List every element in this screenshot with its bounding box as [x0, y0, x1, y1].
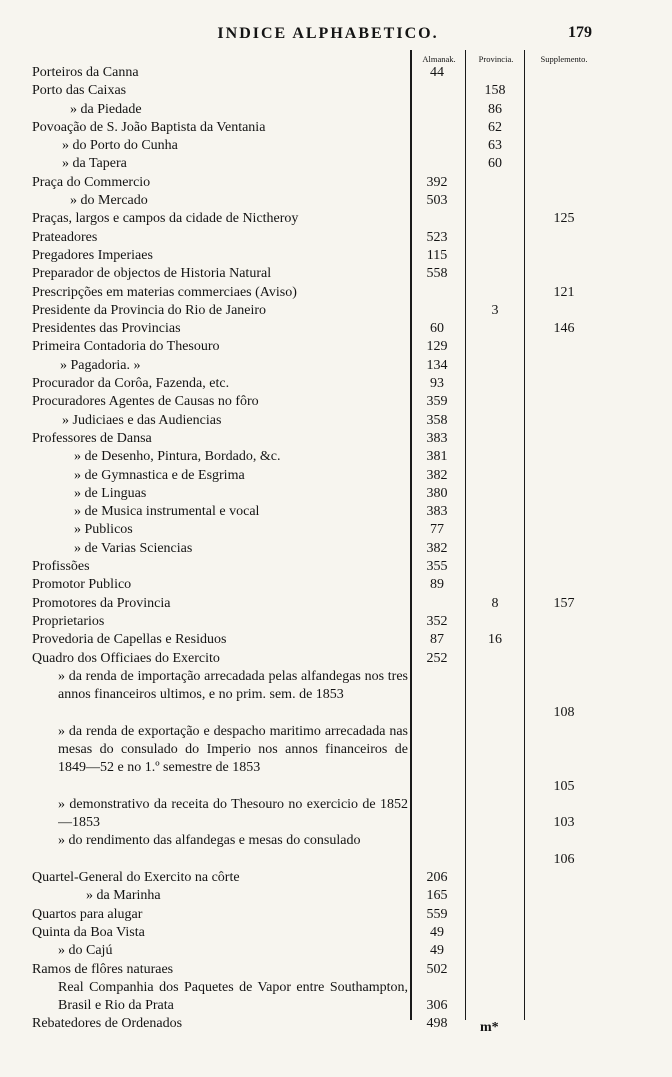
index-row — [0, 155, 672, 173]
page-ref-almanak: 165 — [426, 888, 448, 904]
column-header-supplemento: Supplemento. — [540, 54, 588, 64]
page-ref-provincia: 8 — [491, 595, 499, 611]
page-ref-almanak: 60 — [430, 321, 444, 337]
index-row — [0, 942, 672, 960]
entry-text: » do Cajú — [58, 943, 113, 959]
page-ref-almanak: 87 — [430, 632, 444, 648]
page-ref-provincia: 60 — [488, 156, 502, 172]
page-ref-almanak: 502 — [426, 961, 448, 977]
entry-text: » da Marinha — [86, 888, 161, 904]
column-header-almanak: Almanak. — [422, 54, 456, 64]
entry-text: » da renda de exportação e despacho maritimo arrecadada nas mesas do consulado do Imperio nos annos financeiros de 1849—52 e no 1.º semestre de 1853 — [58, 723, 408, 776]
index-row — [0, 338, 672, 356]
entry-text: Preparador de objectos de Historia Natural — [32, 266, 272, 282]
entry-text: » da Piedade — [70, 101, 142, 117]
page-ref-almanak: 358 — [426, 412, 448, 428]
entry-text: Povoação de S. João Baptista da Ventania — [32, 119, 266, 135]
index-row — [0, 540, 672, 558]
page-ref-supplemento: 105 — [553, 778, 575, 794]
page-ref-almanak: 392 — [426, 174, 448, 190]
index-row — [0, 375, 672, 393]
entry-text: Porto das Caixas — [32, 83, 127, 99]
index-row — [0, 979, 672, 1016]
entry-text: » de Linguas — [74, 485, 147, 501]
index-row — [0, 247, 672, 265]
page-ref-supplemento: 106 — [553, 851, 575, 867]
entry-text: Praça do Commercio — [32, 174, 151, 190]
entry-text: Presidentes das Provincias — [32, 321, 181, 337]
page-ref-almanak: 129 — [426, 339, 448, 355]
index-row — [0, 485, 672, 503]
entry-text: Quadro dos Officiaes do Exercito — [32, 650, 220, 666]
index-row — [0, 393, 672, 411]
page-ref-provincia: 158 — [484, 83, 506, 99]
entry-text: » de Gymnastica e de Esgrima — [74, 467, 245, 483]
page-ref-provincia: 86 — [488, 101, 502, 117]
entry-text: Proprietarios — [32, 613, 105, 629]
entry-text: Pregadores Imperiaes — [32, 247, 153, 263]
index-row — [0, 265, 672, 283]
entry-text: Prateadores — [32, 229, 98, 245]
signature-mark: m* — [480, 1020, 499, 1035]
entry-text: Porteiros da Canna — [32, 65, 139, 80]
index-row — [0, 521, 672, 539]
page-ref-almanak: 382 — [426, 540, 448, 556]
page-ref-supplemento: 157 — [553, 595, 575, 611]
entry-text: » do Porto do Cunha — [62, 138, 178, 154]
entry-text: Rebatedores de Ordenados — [32, 1016, 183, 1032]
index-row — [0, 595, 672, 613]
entry-text: Prescripções em materias commerciaes (Aviso) — [32, 284, 297, 300]
entry-text: Promotor Publico — [32, 577, 132, 593]
index-row — [0, 284, 672, 302]
page-ref-almanak: 383 — [426, 430, 448, 446]
page-ref-almanak: 558 — [426, 266, 448, 282]
index-row — [0, 631, 672, 649]
page-ref-almanak: 306 — [426, 998, 448, 1014]
page-ref-almanak: 383 — [426, 504, 448, 520]
entry-text: Quartos para alugar — [32, 906, 143, 922]
index-row — [0, 796, 672, 833]
index-row — [0, 723, 672, 796]
index-entries — [0, 64, 672, 1034]
index-row — [0, 558, 672, 576]
entry-text: Primeira Contadoria do Thesouro — [32, 339, 220, 355]
page-ref-almanak: 115 — [426, 247, 448, 263]
page-ref-almanak: 352 — [426, 613, 448, 629]
index-row — [0, 887, 672, 905]
entry-text: » demonstrativo da receita do Thesouro no exercicio de 1852—1853 — [58, 796, 408, 831]
entry-text: Profissões — [32, 559, 90, 575]
page-ref-almanak: 44 — [430, 65, 444, 80]
page-ref-almanak: 93 — [430, 376, 444, 392]
page-ref-almanak: 134 — [426, 357, 448, 373]
page-ref-almanak: 359 — [426, 394, 448, 410]
entry-text: Professores de Dansa — [32, 430, 152, 446]
entry-text: » do Mercado — [70, 193, 148, 209]
index-row — [0, 650, 672, 668]
column-header-provincia: Provincia. — [478, 54, 514, 64]
entry-text: Quinta da Boa Vista — [32, 924, 145, 940]
index-row — [0, 869, 672, 887]
index-row — [0, 503, 672, 521]
index-row — [0, 119, 672, 137]
index-row — [0, 906, 672, 924]
entry-text: Presidente da Provincia do Rio de Janeiro — [32, 302, 267, 318]
entry-text: » de Desenho, Pintura, Bordado, &c. — [74, 449, 281, 465]
entry-text: » da Tapera — [62, 156, 127, 172]
page-ref-almanak: 49 — [430, 943, 444, 959]
page-ref-almanak: 498 — [426, 1016, 448, 1032]
index-row — [0, 137, 672, 155]
index-row — [0, 229, 672, 247]
index-row — [0, 1015, 672, 1033]
index-row — [0, 430, 672, 448]
entry-text: » Pagadoria. » — [60, 357, 141, 373]
page-ref-almanak: 77 — [430, 522, 444, 538]
page-ref-almanak: 89 — [430, 577, 444, 593]
entry-text: » Publicos — [74, 522, 133, 538]
page-ref-supplemento: 146 — [553, 321, 575, 337]
entry-text: Procurador da Corôa, Fazenda, etc. — [32, 376, 230, 392]
index-row — [0, 320, 672, 338]
page-ref-almanak: 523 — [426, 229, 448, 245]
page-ref-almanak: 49 — [430, 924, 444, 940]
index-row — [0, 668, 672, 723]
page-ref-supplemento: 108 — [553, 705, 575, 721]
entry-text: Ramos de flôres naturaes — [32, 961, 174, 977]
index-row — [0, 412, 672, 430]
entry-text: Procuradores Agentes de Causas no fôro — [32, 394, 259, 410]
index-row — [0, 82, 672, 100]
entry-text: » de Musica instrumental e vocal — [74, 504, 260, 520]
page-ref-supplemento: 121 — [553, 284, 575, 300]
page-ref-supplemento: 103 — [553, 815, 575, 831]
index-row — [0, 174, 672, 192]
index-row — [0, 210, 672, 228]
entry-text: Provedoria de Capellas e Residuos — [32, 632, 227, 648]
page-ref-provincia: 3 — [491, 302, 499, 318]
index-row — [0, 64, 672, 82]
page-ref-almanak: 382 — [426, 467, 448, 483]
page-ref-supplemento: 125 — [553, 211, 575, 227]
index-row — [0, 467, 672, 485]
index-row — [0, 302, 672, 320]
index-row — [0, 576, 672, 594]
index-row — [0, 357, 672, 375]
entry-text: » do rendimento das alfandegas e mesas do consulado — [58, 833, 361, 849]
entry-text: Quartel-General do Exercito na côrte — [32, 870, 240, 886]
entry-text: » de Varias Sciencias — [74, 540, 193, 556]
index-row — [0, 832, 672, 869]
entry-text: Real Companhia dos Paquetes de Vapor entre Southampton, Brasil e Rio da Prata — [58, 979, 408, 1014]
index-row — [0, 192, 672, 210]
page-number: 179 — [568, 24, 592, 41]
entry-text: Promotores da Provincia — [32, 595, 171, 611]
page-ref-almanak: 252 — [426, 650, 448, 666]
entry-text: » da renda de importação arrecadada pelas alfandegas nos tres annos financeiros ultimos, e no prim. sem. de 1853 — [58, 668, 408, 703]
index-row — [0, 961, 672, 979]
page-ref-provincia: 62 — [488, 119, 502, 135]
index-row — [0, 924, 672, 942]
page-ref-almanak: 206 — [426, 870, 448, 886]
entry-text: » Judiciaes e das Audiencias — [62, 412, 222, 428]
index-row — [0, 613, 672, 631]
page-ref-almanak: 559 — [426, 906, 448, 922]
entry-text: Praças, largos e campos da cidade de Nictheroy — [32, 211, 299, 227]
page-title: INDICE ALPHABETICO. — [217, 25, 439, 42]
page-ref-provincia: 63 — [488, 138, 502, 154]
page-ref-almanak: 355 — [426, 559, 448, 575]
index-row — [0, 101, 672, 119]
page-ref-almanak: 503 — [426, 193, 448, 209]
page-ref-almanak: 381 — [426, 449, 448, 465]
index-row — [0, 448, 672, 466]
page-ref-provincia: 16 — [488, 632, 502, 648]
page-ref-almanak: 380 — [426, 485, 448, 501]
